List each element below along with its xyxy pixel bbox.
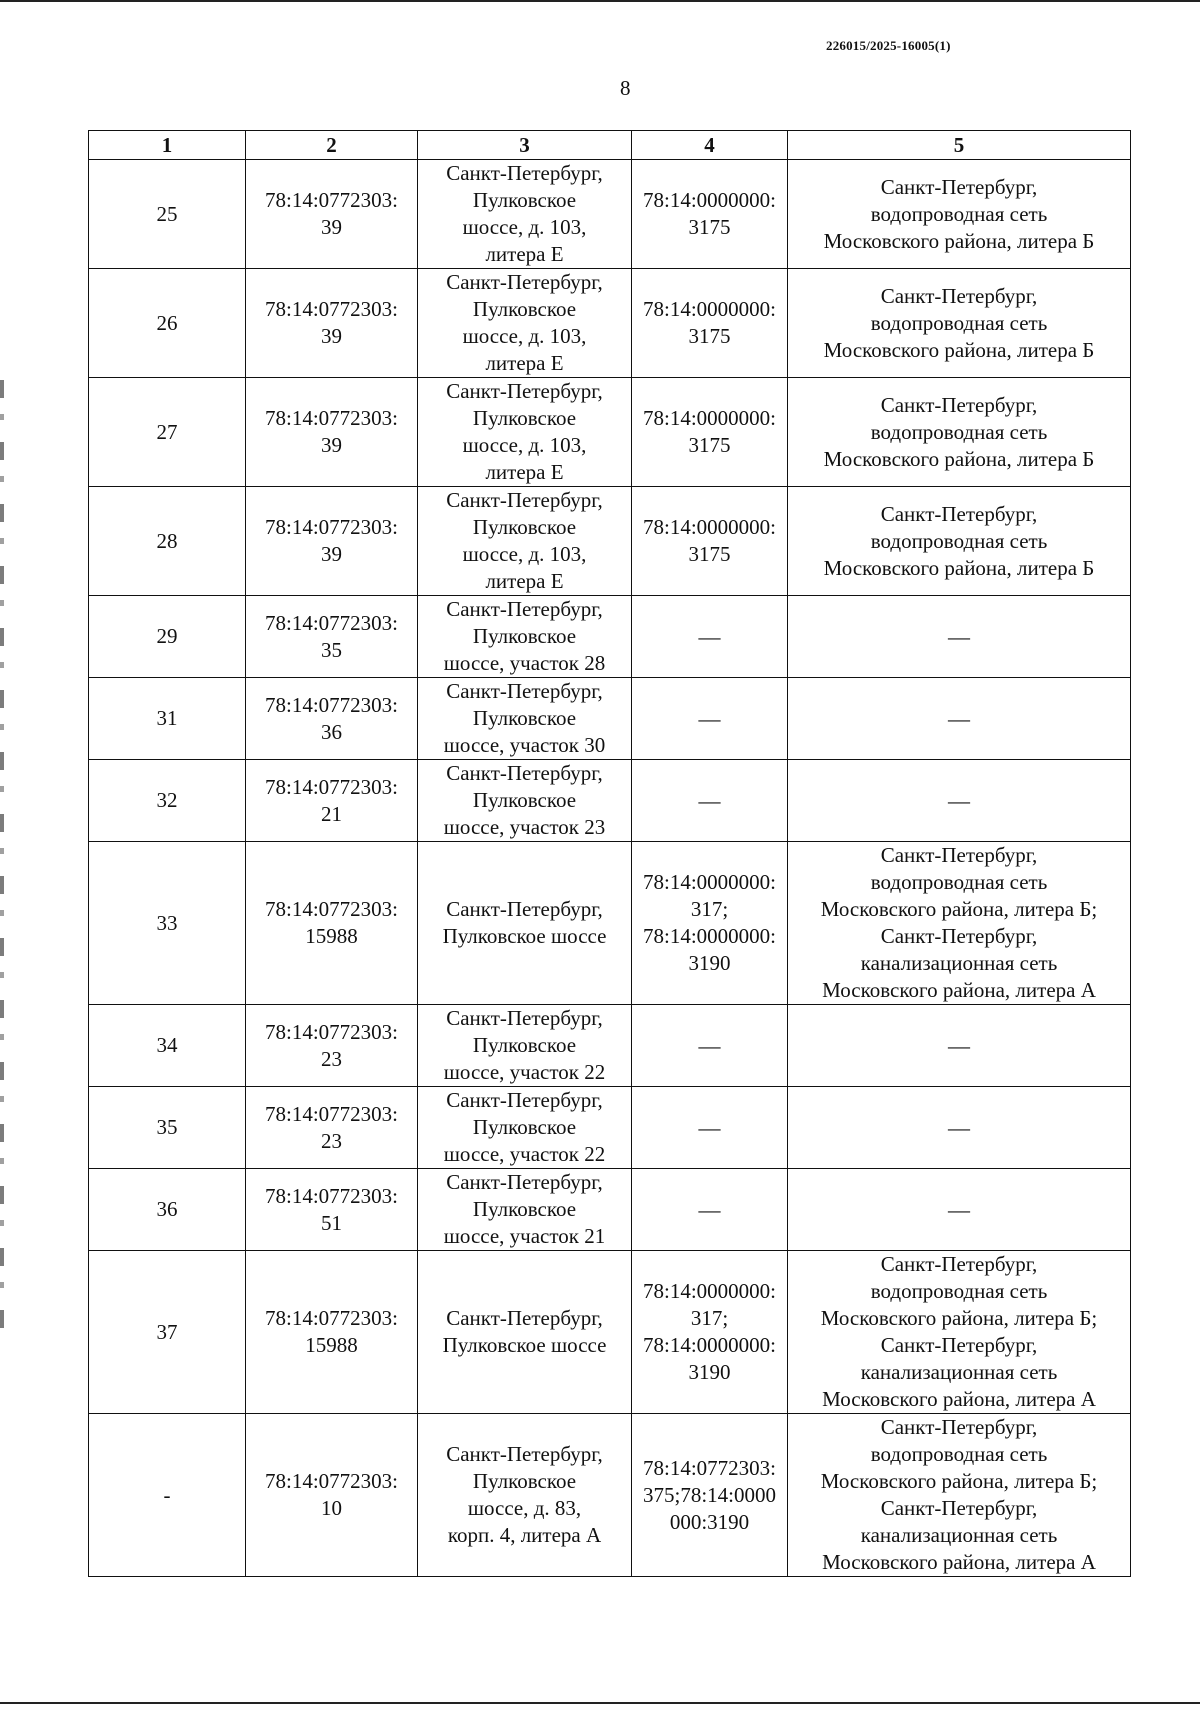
table-row (89, 487, 1131, 596)
network-cadastral-number: — (698, 624, 721, 649)
address-cell (418, 487, 632, 596)
network-cell (788, 760, 1131, 842)
cadastral-cell (246, 1414, 418, 1577)
cadastral-number: 78:14:0772303: 39 (264, 297, 398, 348)
row-number: 37 (156, 1319, 178, 1344)
address: Санкт-Петербург, Пулковское шоссе, д. 103, литера Е (446, 270, 603, 375)
network-cadastral-number: — (698, 788, 721, 813)
row-number: 29 (156, 624, 178, 648)
network-cadastral-number: 78:14:0000000: 317; 78:14:0000000: 3190 (642, 870, 776, 975)
address-cell (418, 269, 632, 378)
table-header-row (89, 131, 1131, 160)
cadastral-cell (246, 678, 418, 760)
network-cell (788, 842, 1131, 1005)
network-cadastral-cell (632, 842, 788, 1005)
network-description: Санкт-Петербург, водопроводная сеть Московского района, литера Б (823, 283, 1095, 362)
network-cell (788, 1414, 1131, 1577)
address: Санкт-Петербург, Пулковское шоссе, участок 22 (443, 1088, 606, 1166)
row-number-cell (89, 596, 246, 678)
cadastral-cell (246, 596, 418, 678)
column-header-2: 2 (246, 131, 418, 160)
address-cell (418, 1087, 632, 1169)
table-row (89, 160, 1131, 269)
cadastral-number: 78:14:0772303: 23 (264, 1101, 398, 1153)
address-cell (418, 378, 632, 487)
address-cell (418, 160, 632, 269)
address: Санкт-Петербург, Пулковское шоссе, участок 23 (443, 761, 606, 839)
network-cadastral-cell (632, 487, 788, 596)
row-number-cell (89, 487, 246, 596)
network-cadastral-cell (632, 1087, 788, 1169)
cadastral-cell (246, 1087, 418, 1169)
cadastral-number: 78:14:0772303: 36 (264, 692, 398, 744)
row-number: 26 (156, 310, 178, 335)
column-header-3: 3 (418, 131, 632, 160)
address-cell (418, 1169, 632, 1251)
network-cadastral-number: 78:14:0000000: 317; 78:14:0000000: 3190 (642, 1279, 776, 1384)
row-number: 35 (156, 1115, 178, 1139)
cadastral-number: 78:14:0772303: 39 (264, 188, 398, 239)
address-cell (418, 1251, 632, 1414)
row-number-cell (89, 1005, 246, 1087)
row-number-cell (89, 1169, 246, 1251)
network-cell (788, 269, 1131, 378)
row-number: 32 (156, 788, 178, 812)
network-description: — (948, 1115, 970, 1140)
address-cell (418, 1414, 632, 1577)
address: Санкт-Петербург, Пулковское шоссе, участок 28 (443, 597, 606, 675)
cadastral-number: 78:14:0772303: 39 (264, 515, 398, 566)
table-row (89, 269, 1131, 378)
network-description: — (948, 1197, 970, 1222)
cadastral-number: 78:14:0772303: 10 (264, 1469, 398, 1520)
cadastral-number: 78:14:0772303: 39 (264, 406, 398, 457)
cadastral-cell (246, 1251, 418, 1414)
network-cell (788, 596, 1131, 678)
network-cadastral-cell (632, 760, 788, 842)
address: Санкт-Петербург, Пулковское шоссе, участок 21 (443, 1170, 606, 1248)
network-cell (788, 1251, 1131, 1414)
document-number: 226015/2025-16005(1) (826, 38, 951, 53)
cadastral-cell (246, 160, 418, 269)
cadastral-cell (246, 1169, 418, 1251)
address: Санкт-Петербург, Пулковское шоссе (442, 897, 607, 948)
data-table (88, 130, 1131, 1577)
page-number: 8 (620, 76, 631, 100)
network-cadastral-number: 78:14:0772303: 375;78:14:0000 000:3190 (642, 1455, 776, 1534)
network-description: Санкт-Петербург, водопроводная сеть Московского района, литера Б (823, 174, 1095, 253)
table-row (89, 378, 1131, 487)
network-cell (788, 1005, 1131, 1087)
network-description: — (948, 706, 970, 731)
row-number: 25 (156, 201, 178, 226)
network-cell (788, 678, 1131, 760)
network-cadastral-number: 78:14:0000000: 3175 (642, 188, 776, 239)
cadastral-number: 78:14:0772303: 15988 (264, 897, 398, 948)
network-cadastral-number: 78:14:0000000: 3175 (642, 406, 776, 457)
address: Санкт-Петербург, Пулковское шоссе, д. 103, литера Е (446, 161, 603, 266)
row-number-cell (89, 269, 246, 378)
cadastral-number: 78:14:0772303: 23 (264, 1019, 398, 1071)
row-number: 36 (156, 1197, 178, 1221)
address: Санкт-Петербург, Пулковское шоссе, д. 103, литера Е (446, 379, 603, 484)
row-number-cell (89, 378, 246, 487)
row-number: 31 (156, 706, 178, 730)
address: Санкт-Петербург, Пулковское шоссе, участок 22 (443, 1006, 606, 1084)
table-row (89, 1087, 1131, 1169)
network-cadastral-number: 78:14:0000000: 3175 (642, 515, 776, 566)
bottom-border-line (0, 1702, 1200, 1704)
network-description: Санкт-Петербург, водопроводная сеть Московского района, литера Б (823, 392, 1095, 471)
top-border-line (0, 0, 1200, 2)
network-description: — (948, 1033, 970, 1058)
row-number-cell (89, 1251, 246, 1414)
row-number-cell (89, 678, 246, 760)
network-cell (788, 160, 1131, 269)
table-row (89, 1414, 1131, 1577)
table-row (89, 842, 1131, 1005)
network-description: — (948, 624, 970, 649)
address-cell (418, 596, 632, 678)
scan-edge-marks (0, 380, 4, 1340)
cadastral-number: 78:14:0772303: 15988 (264, 1306, 398, 1357)
network-cadastral-cell (632, 378, 788, 487)
row-number-cell (89, 1087, 246, 1169)
column-header-1: 1 (89, 131, 246, 160)
row-number: 34 (156, 1033, 178, 1057)
cadastral-number: 78:14:0772303: 21 (264, 774, 398, 826)
network-cadastral-number: — (698, 1115, 721, 1140)
network-cadastral-number: — (698, 1197, 721, 1222)
address-cell (418, 760, 632, 842)
network-cadastral-number: — (698, 706, 721, 731)
table-row (89, 1251, 1131, 1414)
network-description: Санкт-Петербург, водопроводная сеть Московского района, литера Б; Санкт-Петербург, канализационная сеть Московского района, литера А (820, 1415, 1098, 1574)
network-description: Санкт-Петербург, водопроводная сеть Московского района, литера Б; Санкт-Петербург, канализационная сеть Московского района, литера А (820, 1252, 1098, 1411)
cadastral-number: 78:14:0772303: 35 (264, 610, 398, 662)
address-cell (418, 842, 632, 1005)
network-cadastral-cell (632, 1005, 788, 1087)
network-description: Санкт-Петербург, водопроводная сеть Московского района, литера Б; Санкт-Петербург, канализационная сеть Московского района, литера А (820, 843, 1098, 1002)
network-cell (788, 487, 1131, 596)
network-cell (788, 1087, 1131, 1169)
column-header-5: 5 (788, 131, 1131, 160)
row-number: - (163, 1482, 171, 1507)
cadastral-cell (246, 378, 418, 487)
address: Санкт-Петербург, Пулковское шоссе (442, 1306, 607, 1357)
address: Санкт-Петербург, Пулковское шоссе, д. 103, литера Е (446, 488, 603, 593)
network-cadastral-cell (632, 1251, 788, 1414)
table-row (89, 1005, 1131, 1087)
network-cell (788, 378, 1131, 487)
network-cadastral-cell (632, 1414, 788, 1577)
table-row (89, 1169, 1131, 1251)
network-cadastral-cell (632, 678, 788, 760)
table-row (89, 760, 1131, 842)
row-number: 27 (156, 419, 178, 444)
row-number-cell (89, 842, 246, 1005)
cadastral-cell (246, 842, 418, 1005)
cadastral-cell (246, 760, 418, 842)
cadastral-number: 78:14:0772303: 51 (264, 1183, 398, 1235)
network-cadastral-number: — (698, 1033, 721, 1058)
cadastral-cell (246, 1005, 418, 1087)
network-cadastral-cell (632, 596, 788, 678)
network-description: — (948, 788, 970, 813)
network-cadastral-cell (632, 160, 788, 269)
row-number-cell (89, 1414, 246, 1577)
table-row (89, 678, 1131, 760)
column-header-4: 4 (632, 131, 788, 160)
row-number: 33 (156, 910, 178, 935)
network-description: Санкт-Петербург, водопроводная сеть Московского района, литера Б (823, 501, 1095, 580)
cadastral-cell (246, 269, 418, 378)
row-number-cell (89, 160, 246, 269)
table-body (89, 160, 1131, 1577)
network-cadastral-cell (632, 269, 788, 378)
address: Санкт-Петербург, Пулковское шоссе, участок 30 (443, 679, 606, 757)
address-cell (418, 1005, 632, 1087)
table-container (88, 130, 1130, 1577)
cadastral-cell (246, 487, 418, 596)
network-cadastral-cell (632, 1169, 788, 1251)
address-cell (418, 678, 632, 760)
row-number-cell (89, 760, 246, 842)
network-cadastral-number: 78:14:0000000: 3175 (642, 297, 776, 348)
table-row (89, 596, 1131, 678)
network-cell (788, 1169, 1131, 1251)
row-number: 28 (156, 528, 178, 553)
address: Санкт-Петербург, Пулковское шоссе, д. 83, корп. 4, литера А (446, 1442, 603, 1547)
